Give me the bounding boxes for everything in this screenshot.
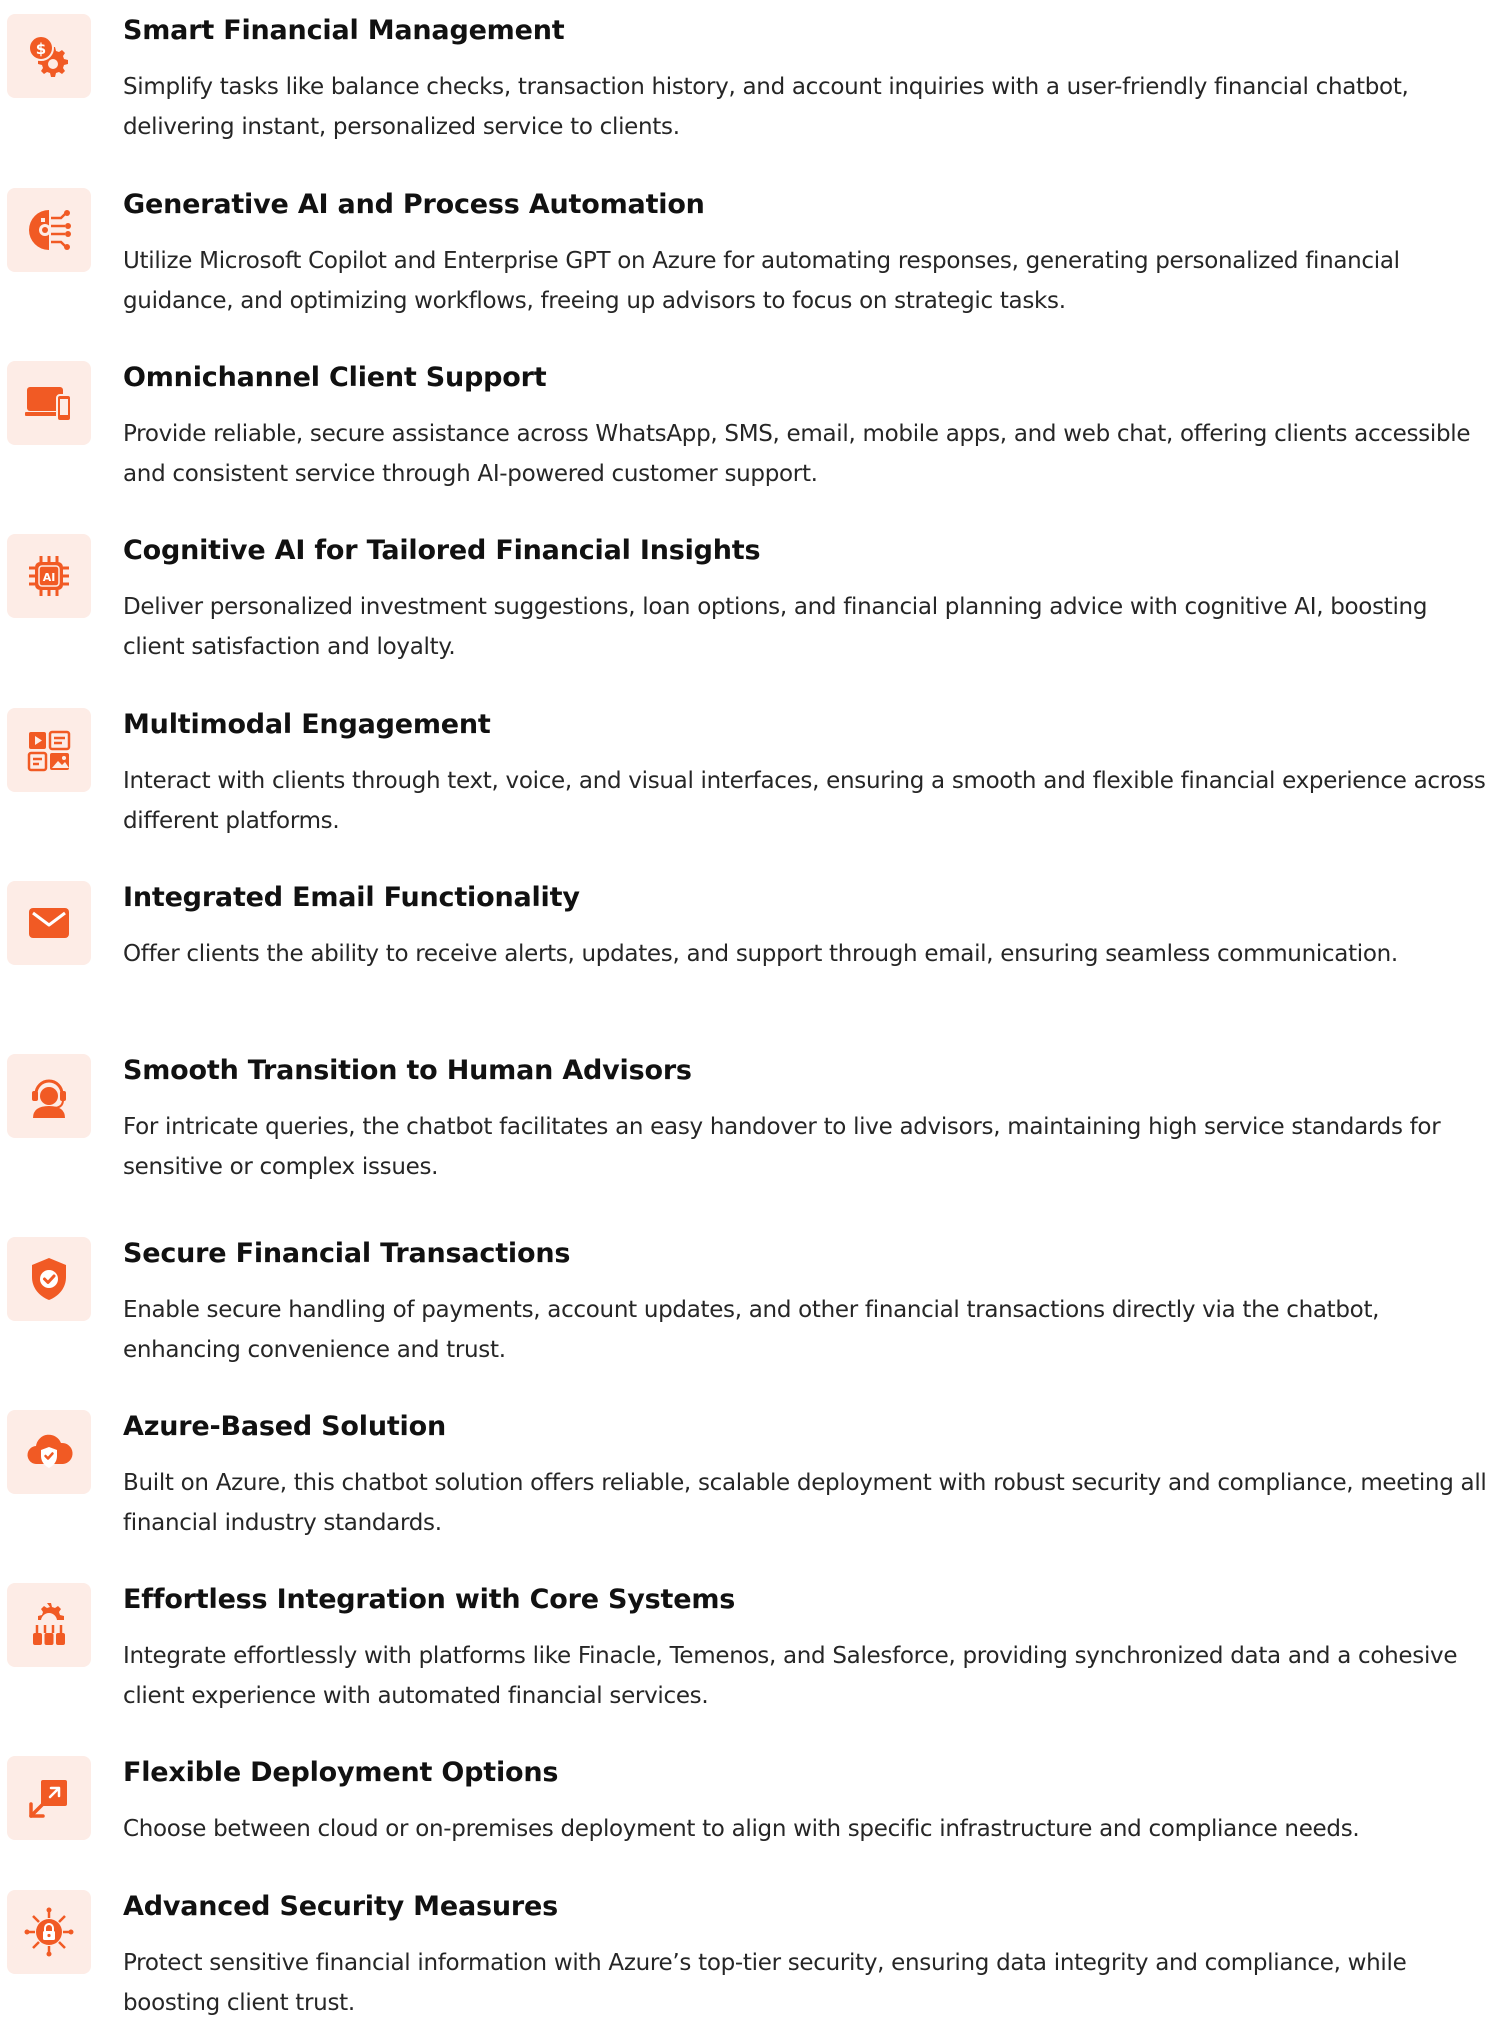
- feature-title: Azure-Based Solution: [123, 1411, 446, 1442]
- feature-description: Offer clients the ability to receive alerts, updates, and support through email, ensuring seamless communication.: [123, 941, 1398, 967]
- ai-processor-icon: [7, 534, 91, 618]
- ai-chip-icon: [7, 188, 91, 272]
- feature-description: Integrate effortlessly with platforms like Finacle, Temenos, and Salesforce, providing synchronized data and a cohesive client experience with automated financial services.: [123, 1643, 1458, 1709]
- feature-title: Integrated Email Functionality: [123, 882, 580, 913]
- feature-title: Smooth Transition to Human Advisors: [123, 1055, 692, 1086]
- feature-description: Provide reliable, secure assistance across WhatsApp, SMS, email, mobile apps, and web chat, offering clients accessible and consistent service through AI-powered customer support.: [123, 421, 1471, 487]
- devices-icon: [7, 361, 91, 445]
- feature-title: Secure Financial Transactions: [123, 1238, 571, 1269]
- feature-description: Deliver personalized investment suggestions, loan options, and financial planning advice with cognitive AI, boosting client satisfaction and loyalty.: [123, 594, 1428, 660]
- feature-description: Choose between cloud or on-premises deployment to align with specific infrastructure and compliance needs.: [123, 1816, 1360, 1842]
- feature-description: Protect sensitive financial information with Azure’s top-tier security, ensuring data integrity and compliance, while boosting client trust.: [123, 1950, 1407, 2016]
- multimedia-icon: [7, 708, 91, 792]
- feature-title: Omnichannel Client Support: [123, 362, 547, 393]
- feature-description: Interact with clients through text, voice, and visual interfaces, ensuring a smooth and flexible financial experience across different platforms.: [123, 768, 1486, 834]
- email-icon: [7, 881, 91, 965]
- feature-description: Built on Azure, this chatbot solution offers reliable, scalable deployment with robust security and compliance, meeting all financial industry standards.: [123, 1470, 1487, 1536]
- svg-text:$: $: [35, 40, 47, 58]
- expand-arrow-icon: [7, 1756, 91, 1840]
- feature-title: Multimodal Engagement: [123, 709, 491, 740]
- svg-text:AI: AI: [42, 571, 56, 584]
- security-lock-icon: [7, 1890, 91, 1974]
- feature-description: For intricate queries, the chatbot facilitates an easy handover to live advisors, maintaining high service standards for sensitive or complex issues.: [123, 1114, 1441, 1180]
- support-agent-icon: [7, 1054, 91, 1138]
- integration-gear-icon: [7, 1583, 91, 1667]
- feature-title: Flexible Deployment Options: [123, 1757, 559, 1788]
- feature-title: Effortless Integration with Core Systems: [123, 1584, 736, 1615]
- feature-description: Enable secure handling of payments, account updates, and other financial transactions directly via the chatbot, enhancing convenience and trust.: [123, 1297, 1380, 1363]
- finance-gear-icon: [7, 14, 91, 98]
- feature-title: Advanced Security Measures: [123, 1891, 558, 1922]
- shield-check-icon: [7, 1237, 91, 1321]
- feature-title: Cognitive AI for Tailored Financial Insights: [123, 535, 761, 566]
- cloud-shield-icon: [7, 1410, 91, 1494]
- feature-description: Utilize Microsoft Copilot and Enterprise GPT on Azure for automating responses, generating personalized financial guidance, and optimizing workflows, freeing up advisors to focus on strategic tasks.: [123, 248, 1400, 314]
- feature-description: Simplify tasks like balance checks, transaction history, and account inquiries with a user-friendly financial chatbot, delivering instant, personalized service to clients.: [123, 74, 1409, 140]
- feature-title: Smart Financial Management: [123, 15, 565, 46]
- feature-title: Generative AI and Process Automation: [123, 189, 705, 220]
